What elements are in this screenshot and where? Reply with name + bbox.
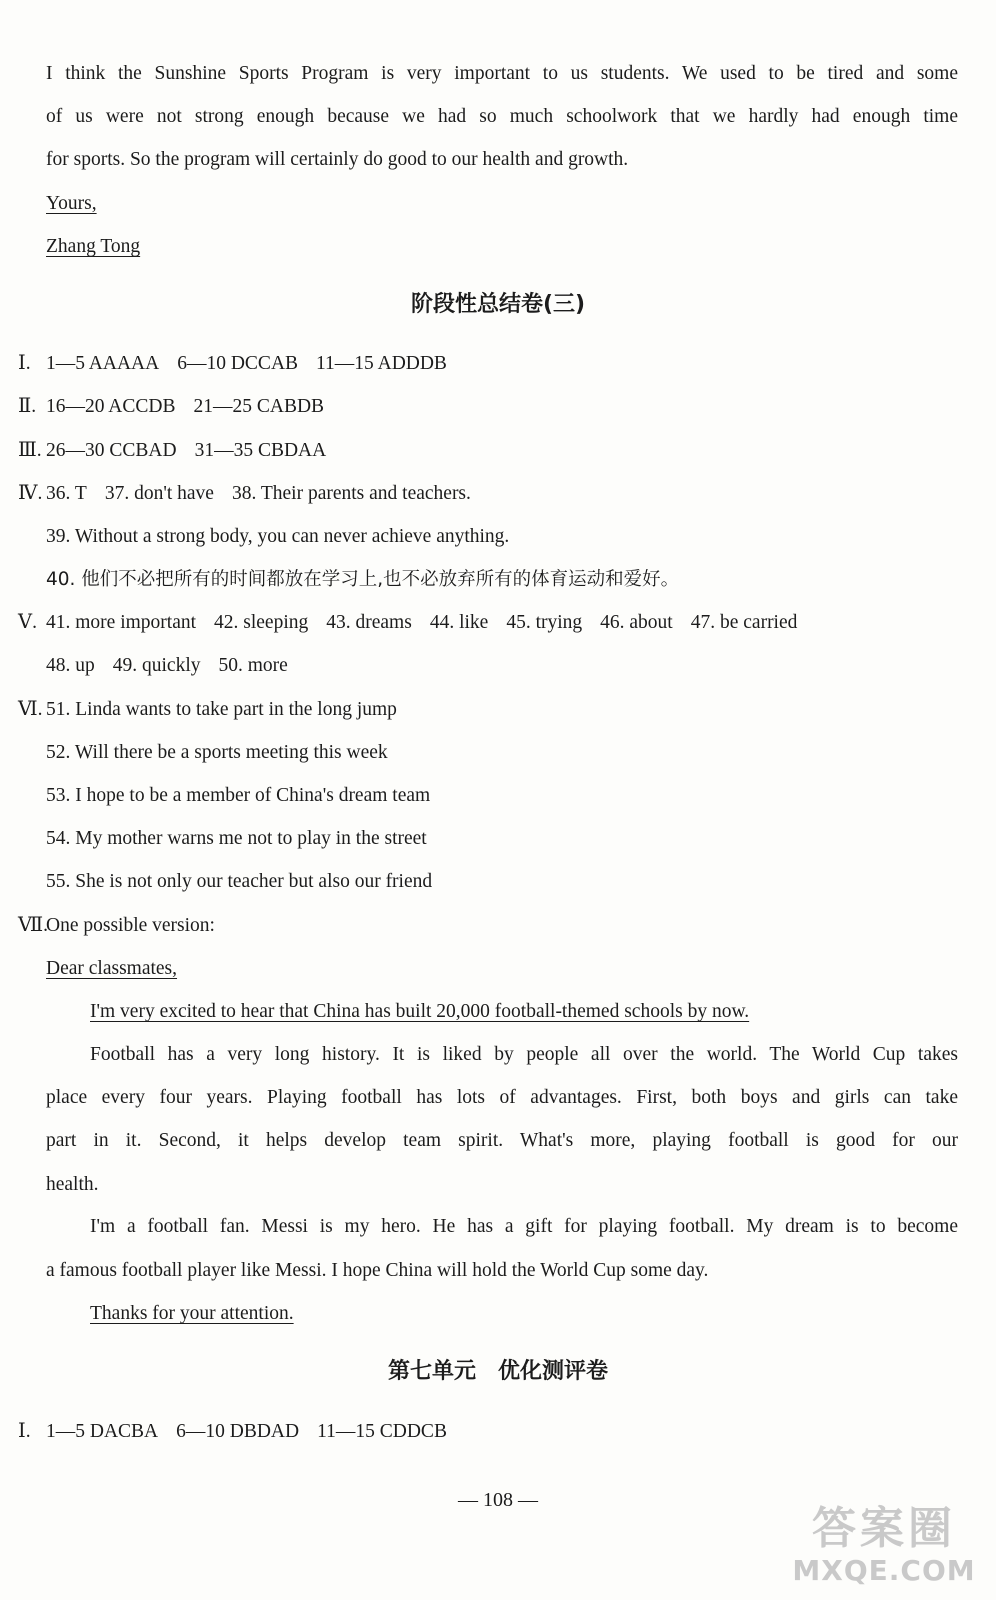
- watermark-url: MXQE.COM: [792, 1554, 976, 1587]
- answer-row-II: [18, 395, 324, 419]
- letter-line: of us were not strong enough because we had so much schoolwork that we hardly had enough time: [46, 106, 958, 127]
- section-title: 第七单元 优化测评卷: [387, 1359, 608, 1384]
- roman-numeral: Ⅰ.: [18, 353, 31, 374]
- answer-row-IV: [18, 482, 471, 506]
- answer-item: 52. Will there be a sports meeting this week: [46, 742, 388, 763]
- answer-group: 26—30 CCBAD: [46, 440, 177, 461]
- roman-numeral: Ⅳ.: [18, 483, 43, 504]
- writing-opening: I'm very excited to hear that China has built 20,000 football-themed schools by now.: [90, 1001, 750, 1022]
- answer-item: 36. T: [46, 483, 87, 504]
- letter-signature: Zhang Tong: [46, 236, 141, 257]
- roman-numeral: Ⅶ.: [18, 915, 49, 936]
- watermark-text: 答案圈: [812, 1503, 956, 1554]
- answer-item: 37. don't have: [104, 483, 214, 504]
- answer-group: 31—35 CBDAA: [194, 440, 327, 461]
- writing-line: Football has a very long history. It is liked by people all over the world. The World Cup takes: [90, 1044, 958, 1065]
- answer-group: 21—25 CABDB: [193, 396, 325, 417]
- roman-numeral: Ⅰ.: [18, 1421, 31, 1442]
- answer-row-I: [18, 352, 447, 376]
- answer-item: 50. more: [218, 655, 288, 676]
- roman-numeral: Ⅲ.: [18, 440, 42, 461]
- answer-item: 51. Linda wants to take part in the long jump: [46, 699, 397, 720]
- page-number: — 108 —: [458, 1489, 538, 1511]
- answer-group: 16—20 ACCDB: [46, 396, 176, 417]
- writing-intro: One possible version:: [46, 915, 215, 936]
- answer-group: 1—5 AAAAA: [46, 353, 160, 374]
- answer-group: 11—15 CDDCB: [317, 1421, 447, 1442]
- writing-closing: Thanks for your attention.: [90, 1303, 294, 1324]
- answer-item: 48. up: [46, 655, 95, 676]
- answer-row-V: [18, 611, 797, 635]
- roman-numeral: Ⅵ.: [18, 699, 43, 720]
- answer-row-V-cont: [46, 654, 288, 678]
- answer-item: 46. about: [600, 612, 673, 633]
- answer-group: 1—5 DACBA: [46, 1421, 159, 1442]
- answer-row-VII: [18, 914, 215, 938]
- letter-line: for sports. So the program will certainly do good to our health and growth.: [46, 149, 629, 170]
- answer-row-III: [18, 439, 326, 463]
- answer-item: 39. Without a strong body, you can never achieve anything.: [46, 526, 510, 547]
- roman-numeral: Ⅴ.: [18, 612, 37, 633]
- letter-line: I think the Sunshine Sports Program is very important to us students. We used to be tired and some: [46, 63, 958, 84]
- answer-item: 45. trying: [506, 612, 583, 633]
- writing-line: part in it. Second, it helps develop team spirit. What's more, playing football is good for our: [46, 1130, 958, 1151]
- letter-closing: Yours,: [46, 193, 97, 214]
- answer-item: 55. She is not only our teacher but also our friend: [46, 871, 433, 892]
- section-title: 阶段性总结卷(三): [410, 292, 586, 317]
- writing-greeting: Dear classmates,: [46, 958, 178, 979]
- writing-line: a famous football player like Messi. I hope China will hold the World Cup some day.: [46, 1260, 709, 1281]
- answer-item: 49. quickly: [112, 655, 201, 676]
- answer-row-VI: [18, 698, 397, 722]
- answer-item: 43. dreams: [326, 612, 412, 633]
- answer-item: 54. My mother warns me not to play in the street: [46, 828, 427, 849]
- watermark-logo: [784, 1502, 984, 1594]
- answer-item: 53. I hope to be a member of China's dream team: [46, 785, 431, 806]
- roman-numeral: Ⅱ.: [18, 396, 37, 417]
- writing-line: health.: [46, 1174, 99, 1195]
- writing-line: place every four years. Playing football has lots of advantages. First, both boys and girls can take: [46, 1087, 958, 1108]
- answer-item: 42. sleeping: [214, 612, 309, 633]
- answer-item: 47. be carried: [690, 612, 798, 633]
- writing-line: I'm a football fan. Messi is my hero. He has a gift for playing football. My dream is to become: [90, 1216, 958, 1237]
- answer-group: 6—10 DCCAB: [177, 353, 299, 374]
- answer-item: 38. Their parents and teachers.: [231, 483, 471, 504]
- answer-group: 6—10 DBDAD: [176, 1421, 300, 1442]
- answer-item: 41. more important: [46, 612, 197, 633]
- answer-row-I: [18, 1420, 447, 1444]
- answer-item: 44. like: [429, 612, 489, 633]
- answer-item-chinese: 40. 他们不必把所有的时间都放在学习上,也不必放弃所有的体育运动和爱好。: [46, 569, 680, 590]
- answer-group: 11—15 ADDDB: [316, 353, 447, 374]
